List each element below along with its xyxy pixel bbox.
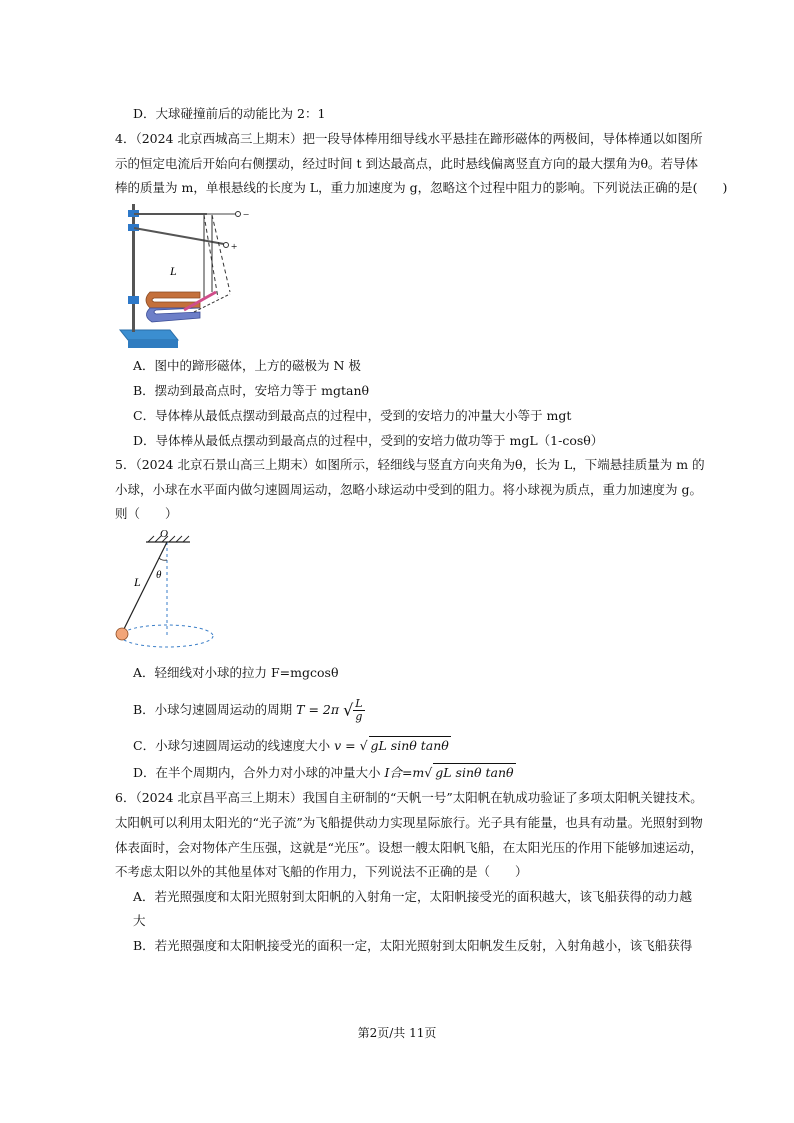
clamp-lower <box>128 296 139 304</box>
q6-stem-line3: 体表面时，会对物体产生压强，这就是“光压”。设想一艘太阳帆飞船，在太阳光压的作用下能够加速运动， <box>115 840 703 855</box>
label-minus: − <box>243 209 250 221</box>
clamp-middle <box>128 224 139 231</box>
q5-option-b-lhs: T = 2π <box>296 702 340 717</box>
q5-option-c <box>133 736 451 755</box>
label-O: O <box>160 528 168 540</box>
q5-option-c-lhs: v = <box>334 738 356 753</box>
deflected-line-1 <box>204 215 218 298</box>
q5-option-d-text: D．在半个周期内，合外力对小球的冲量大小 <box>133 765 381 780</box>
q6-stem-line4: 不考虑太阳以外的其他星体对飞船的作用力，下列说法不正确的是（ ） <box>115 864 528 879</box>
sqrt-sign: √ <box>359 738 368 753</box>
q5-option-a: A．轻细线对小球的拉力 F=mgcosθ <box>133 665 339 680</box>
angle-arc <box>159 558 167 560</box>
q5-option-b <box>133 698 365 723</box>
label-L: L <box>134 575 141 589</box>
stand-pole <box>132 204 135 332</box>
q5-option-d-radicand: gL sinθ tanθ <box>435 765 514 780</box>
arm-lower <box>134 228 224 244</box>
q5-stem-line3: 则（ ） <box>115 506 178 521</box>
q4-option-a: A．图中的蹄形磁体，上方的磁极为 N 极 <box>133 358 361 373</box>
q4-stem-line3: 棒的质量为 m，单根悬线的长度为 L，重力加速度为 g，忽略这个过程中阻力的影响。下列说法正确的是( ) <box>115 180 728 195</box>
q6-option-a-line2: 大 <box>133 913 146 928</box>
label-theta: θ <box>156 569 162 581</box>
q5-figure <box>112 528 222 656</box>
magnet-bottom-pole <box>146 308 200 322</box>
q4-option-b: B．摆动到最高点时，安培力等于 mgtanθ <box>133 383 370 398</box>
q4-figure-svg <box>112 200 262 355</box>
fraction-numerator: L <box>355 697 363 710</box>
q6-stem-line1: 6．（2024 北京昌平高三上期末）我国自主研制的“天帆一号”太阳帆在轨成功验证了多项太阳帆关键技术。 <box>115 790 703 805</box>
terminal-minus <box>236 212 241 217</box>
q4-stem-line2: 示的恒定电流后开始向右侧摆动，经过时间 t 到达最高点，此时悬线偏离竖直方向的最大摆角为θ。若导体 <box>115 156 698 171</box>
label-L: L <box>170 264 177 278</box>
q5-option-d <box>133 763 516 782</box>
fraction-denominator: g <box>355 710 363 723</box>
q6-option-b-line1: B．若光照强度和太阳帆接受光的面积一定，太阳光照射到太阳帆发生反射，入射角越小，该飞船获得 <box>133 938 693 953</box>
q5-figure-svg <box>112 528 222 656</box>
q3-option-d: D．大球碰撞前后的动能比为 2：1 <box>133 106 326 121</box>
ball <box>116 628 128 640</box>
q4-figure <box>112 200 262 355</box>
q4-option-c: C．导体棒从最低点摆动到最高点的过程中，受到的安培力的冲量大小等于 mgt <box>133 408 572 423</box>
q5-option-b-fraction <box>353 698 364 723</box>
stand-base-side <box>128 340 178 348</box>
q5-stem-line1: 5．（2024 北京石景山高三上期末）如图所示，轻细线与竖直方向夹角为θ，长为 L，下端悬挂质量为 m 的 <box>115 457 705 472</box>
label-plus: + <box>231 241 238 253</box>
q6-option-a-line1: A．若光照强度和太阳光照射到太阳帆的入射角一定，太阳帆接受光的面积越大，该飞船获得的动力越 <box>133 889 693 904</box>
q5-option-c-radicand: gL sinθ tanθ <box>370 738 449 753</box>
q5-stem-line2: 小球，小球在水平面内做匀速圆周运动，忽略小球运动中受到的阻力。将小球视为质点，重力加速度为 g。 <box>115 482 702 497</box>
stand-base <box>120 330 178 340</box>
q4-option-d: D．导体棒从最低点摆动到最高点的过程中，受到的安培力做功等于 mgL（1-cosθ） <box>133 433 604 448</box>
q5-option-d-lhs: I合=m <box>384 765 425 780</box>
q5-option-b-text: B．小球匀速圆周运动的周期 <box>133 702 293 717</box>
q5-option-c-text: C．小球匀速圆周运动的线速度大小 <box>133 738 331 753</box>
pendulum-string <box>122 542 167 633</box>
page-footer: 第2页/共 11页 <box>357 1026 437 1040</box>
terminal-plus <box>224 243 229 248</box>
sqrt-sign: √ <box>424 765 433 780</box>
sqrt-sign: √ <box>343 700 354 720</box>
q6-stem-line2: 太阳帆可以利用太阳光的“光子流”为飞船提供动力实现星际旅行。光子具有能量，也具有动量。光照射到物 <box>115 815 703 830</box>
q4-stem-line1: 4．（2024 北京西城高三上期末）把一段导体棒用细导线水平悬挂在蹄形磁体的两极间，导体棒通以如图所 <box>115 131 703 146</box>
ceiling-hatch <box>148 536 189 542</box>
